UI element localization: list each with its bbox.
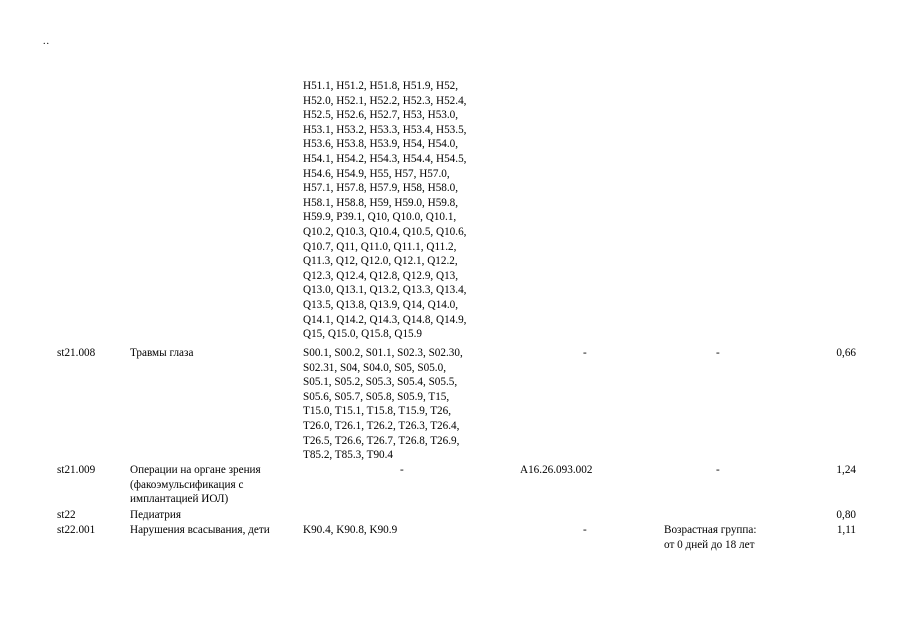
name-line: Операции на органе зрения — [130, 464, 261, 476]
icd-line: T26.5, T26.6, T26.7, T26.8, T26.9, — [303, 434, 460, 447]
row-coef: 0,66 — [836, 347, 856, 359]
row-service: A16.26.093.002 — [520, 464, 593, 476]
icd-line: H58.1, H58.8, H59, H59.0, H59.8, — [303, 196, 459, 209]
row-name — [130, 463, 261, 507]
row-coef: 1,24 — [836, 464, 856, 476]
row-icd-codes — [303, 346, 463, 463]
icd-line: Q14.1, Q14.2, Q14.3, Q14.8, Q14.9, — [303, 313, 467, 326]
icd-line: T15.0, T15.1, T15.8, T15.9, T26, — [303, 405, 452, 418]
page-mark: .. — [43, 36, 50, 47]
row-coef: 0,80 — [836, 509, 856, 521]
icd-line: Q11.3, Q12, Q12.0, Q12.1, Q12.2, — [303, 255, 458, 268]
icd-line: Q10.2, Q10.3, Q10.4, Q10.5, Q10.6, — [303, 225, 467, 238]
icd-line: H54.1, H54.2, H54.3, H54.4, H54.5, — [303, 152, 467, 165]
icd-line: H52.5, H52.6, H52.7, H53, H53.0, — [303, 109, 459, 122]
icd-line: H53.1, H53.2, H53.3, H53.4, H53.5, — [303, 123, 467, 136]
icd-line: H59.9, P39.1, Q10, Q10.0, Q10.1, — [303, 211, 457, 224]
other-line: Возрастная группа: — [664, 524, 757, 536]
icd-line: S00.1, S00.2, S01.1, S02.3, S02.30, — [303, 347, 463, 359]
row-other: - — [716, 464, 720, 476]
row-icd-codes: K90.4, K90.8, K90.9 — [303, 524, 398, 536]
row-code: st22 — [57, 509, 76, 521]
icd-line: Q13.5, Q13.8, Q13.9, Q14, Q14.0, — [303, 298, 459, 311]
row-service: - — [583, 524, 587, 536]
row-name: Педиатрия — [130, 509, 182, 521]
icd-line: Q13.0, Q13.1, Q13.2, Q13.3, Q13.4, — [303, 284, 467, 297]
row-name: Нарушения всасывания, дети — [130, 524, 270, 536]
row-other — [664, 523, 756, 552]
icd-line: Q15, Q15.0, Q15.8, Q15.9 — [303, 328, 423, 341]
name-line: имплантацией ИОЛ) — [130, 493, 229, 506]
icd-line: H52.0, H52.1, H52.2, H52.3, H52.4, — [303, 94, 467, 107]
icd-line: S05.1, S05.2, S05.3, S05.4, S05.5, — [303, 376, 458, 389]
icd-line: T85.2, T85.3, T90.4 — [303, 449, 394, 462]
row-code: st22.001 — [57, 524, 96, 536]
row-service: - — [583, 347, 587, 359]
row-coef: 1,11 — [836, 524, 856, 536]
icd-line: S05.6, S05.7, S05.8, S05.9, T15, — [303, 390, 450, 403]
row-code: st21.008 — [57, 347, 96, 359]
icd-line: H54.6, H54.9, H55, H57, H57.0, — [303, 167, 450, 180]
row-name: Травмы глаза — [130, 347, 194, 359]
name-line: (факоэмульсификация с — [130, 478, 244, 491]
continued-icd-codes — [303, 79, 466, 342]
row-code: st21.009 — [57, 464, 96, 476]
icd-line: H53.6, H53.8, H53.9, H54, H54.0, — [303, 138, 459, 151]
row-other: - — [716, 347, 720, 359]
icd-line: H57.1, H57.8, H57.9, H58, H58.0, — [303, 182, 459, 195]
icd-line: T26.0, T26.1, T26.2, T26.3, T26.4, — [303, 419, 460, 432]
icd-line: H51.1, H51.2, H51.8, H51.9, H52, — [303, 80, 459, 92]
icd-line: Q10.7, Q11, Q11.0, Q11.1, Q11.2, — [303, 240, 457, 253]
other-line: от 0 дней до 18 лет — [664, 538, 755, 551]
row-icd-codes: - — [400, 464, 404, 476]
icd-line: S02.31, S04, S04.0, S05, S05.0, — [303, 361, 446, 374]
icd-line: Q12.3, Q12.4, Q12.8, Q12.9, Q13, — [303, 269, 459, 282]
